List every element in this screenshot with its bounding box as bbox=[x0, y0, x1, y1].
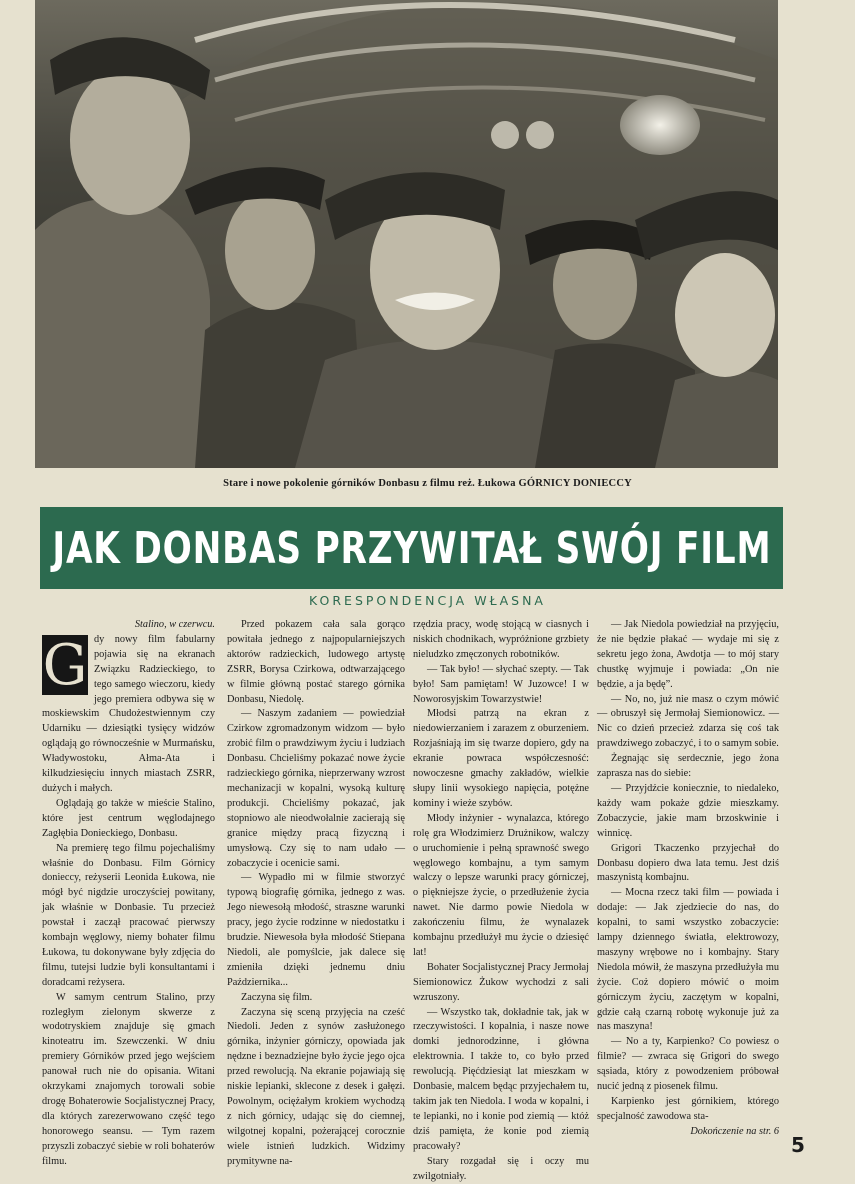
miners-photo-illustration bbox=[35, 0, 778, 468]
headline: JAK DONBAS PRZYWITAŁ SWÓJ FILM bbox=[52, 522, 771, 574]
film-still-photo bbox=[35, 0, 778, 468]
paragraph: dy nowy film fabularny pojawia się na ekranach Związku Radzieckiego, to tego samego wieczoru, kiedy jego premiera odbywa się w moskiewskim Chudożestwiennym czy Udarniku — dziesiątki tysięcy widzów oglądają go równocześnie w Murmańsku, Władywostoku, Ałma-Ata i kilkudziesięciu innych miastach ZSRR, dużych i małych. bbox=[42, 633, 215, 794]
paragraph: Zaczyna się film. bbox=[241, 991, 313, 1003]
paragraph: — Mocna rzecz taki film — powiada i dodaje: — Jak zjedziecie do nas, do kopalni, to sami wszystko zobaczycie: lampy dziennego światła, elektrowozy, maszyny wrębowe no i kombajny. Stary Niedola mówił, że maszyna przedłużyła mu życie. Coż dopiero mówić o moim górniczym życiu, zaczętym w kopalni, gdzie całą czarną robotę wykonuje już za nas maszyna! bbox=[597, 887, 779, 1033]
paragraph: Zaczyna się sceną przyjęcia na cześć Niedoli. Jeden z synów zasłużonego górnika, inżynier górniczy, opowiada jak nędzne i beznadziejne było życie jego ojca przed rewolucją. Na ekranie pojawiają się niskie lepianki, sklecone z desek i gałęzi. Powolnym, ociężałym krokiem wychodzą z nich górnicy, udając się do ciemnej, wilgotnej kopalni, pożerającej corocznie wiele istnień ludzkich. Widzimy prymitywne na- bbox=[227, 1006, 405, 1167]
paragraph: — Wszystko tak, dokładnie tak, jak w rzeczywistości. I kopalnia, i nasze nowe domki jednorodzinne, i główna elektrownia. I także to, co było przed rewolucją. Pięćdziesiąt lat mieszkam w Donbasie, malcem będąc przyjechałem tu, takim jak ten Niedola. I woda w kopalni, i te lepianki, no i konie pod ziemią — któż dziś pamięta, że konie pod ziemią pracowały? bbox=[413, 1006, 589, 1152]
article-column-3 bbox=[413, 618, 589, 1184]
photo-caption: Stare i nowe pokolenie górników Donbasu z filmu reż. Łukowa GÓRNICY DONIECCY bbox=[223, 478, 632, 489]
article-column-1 bbox=[42, 618, 215, 1170]
paragraph: — No, no, już nie masz o czym mówić — obruszył się Jermołaj Siemionowicz. — Nic co dzień przecież zdarza się coś tak prawdziwego zobaczyć, i to o samym sobie. bbox=[597, 693, 779, 750]
article-column-4 bbox=[597, 618, 779, 1140]
paragraph: — Jak Niedola powiedział na przyjęciu, że nie będzie płakać — wydaje mi się z sekretu jego żona, Awdotja — to mój stary chustkę wyjmuje i powiada: „On nie będzie, a ja będę”. bbox=[597, 619, 779, 690]
paragraph: — Tak było! — słychać szepty. — Tak było! Sam pamiętam! W Juzowce! I w Noworosyjskim Towarzystwie! bbox=[413, 663, 589, 705]
paragraph: Stary rozgadał się i oczy mu zwilgotniały. bbox=[413, 1155, 589, 1182]
paragraph: rzędzia pracy, wodę stojącą w ciasnych i niskich chodnikach, wypróżnione grzbiety nieludzko zmęczonych robotników. bbox=[413, 619, 589, 660]
paragraph: Na premierę tego filmu pojechaliśmy właśnie do Donbasu. Film Górnicy donieccy, reżyserii Leonida Łukowa, nie mógł być nigdzie uroczyściej powitany, jak właśnie w Donbasie. Tu przecież powstał i zaczął pracować pierwszy kombajn węglowy, niemy bohater filmu Łukowa, tu dokonywane były zdjęcia do filmu, tutejsi ludzie byli konsultantami i doradcami reżysera. bbox=[42, 842, 215, 988]
paragraph: — Wypadło mi w filmie stworzyć typową biografię górnika, jednego z was. Jego niewesołą młodość, straszne warunki pracy, jego życie rodzinne w niedostatku i brudzie. Niewesoła była młodość Stiepana Niedoli, ale pomyślcie, jak dalece się zmieniła dzięki jednemu dniu Październikа... bbox=[227, 872, 405, 988]
paragraph: Młodsi patrzą na ekran z niedowierzaniem i zarazem z oburzeniem. Rozjaśniają im się twarze dopiero, gdy na ekranie powraca współczesność: nowoczesne gmachy zakładów, wielkie słupy linii wysokiego napięcia, potężne kominy i wieże szybów. bbox=[413, 708, 589, 809]
paragraph: Żegnając się serdecznie, jego żona zaprasza nas do siebie: bbox=[597, 753, 779, 780]
paragraph: — Naszym zadaniem — powiedział Czirkow zgromadzonym widzom — było zrobić film o prawdziwym życiu i ludziach Donbasu. Chcieliśmy pokazać nowe życie radzieckiego górnika, nieprzerwany wzrost mechanizacji w kopalni, wysoką kulturę produkcji. Chcieliśmy pokazać, jak stopniowo ale nieodwołalnie zacierają się granice między pracą fizyczną i umysłową. Czy się to nam udało — zobaczycie i ocenicie sami. bbox=[227, 708, 405, 869]
paragraph: Grigori Tkaczenko przyjechał do Donbasu dopiero dwa lata temu. Jest dziś maszynistą kombajnu. bbox=[597, 842, 779, 884]
paragraph: Karpienko jest górnikiem, którego specjalność zawodowa sta- bbox=[597, 1096, 779, 1122]
continued-note: Dokończenie na str. 6 bbox=[690, 1125, 779, 1137]
paragraph: W samym centrum Stalino, przy rozległym zielonym skwerze z wodotryskiem znajduje się gmach kinoteatru im. Szewczenki. W dniu premiery Górników przed jego wejściem panował ruch nie do opisania. Witani okrzykami znajomych torowali sobie drogę Bohaterowie Socjalistycznej Pracy, dla których zarezerwowano część tego honorowego seansu. — Tym razem przyszli zobaczyć siebie w roli bohaterów filmu. bbox=[42, 991, 215, 1167]
paragraph: Przed pokazem cała sala gorąco powitała jednego z najpopularniejszych aktorów radzieckich, ludowego artystę ZSRR, Borysa Czirkowa, odtwarzającego w filmie główną postać starego górnika Donbasu, Niedolę. bbox=[227, 619, 405, 705]
dateline: Stalino, w czerwcu. bbox=[134, 619, 215, 630]
paragraph: — Przyjdźcie koniecznie, to niedaleko, każdy wam pokaże gdzie mieszkamy. Zobaczycie, jakie mam brzoskwinie i winnicę. bbox=[597, 782, 779, 839]
article-column-2 bbox=[227, 618, 405, 1170]
headline-banner bbox=[40, 507, 783, 589]
paragraph: Bohater Socjalistycznej Pracy Jermołaj Siemionowicz Żukow wychodzi z sali wzruszony. bbox=[413, 961, 589, 1003]
paragraph: — No a ty, Karpienko? Co powiesz o filmie? — zwraca się Grigori do swego sąsiada, który z powodzeniem próbował nucić jedną z piosenek filmu. bbox=[597, 1036, 779, 1093]
subheadline: KORESPONDENCJA WŁASNA bbox=[309, 593, 546, 608]
paragraph: Młody inżynier - wynalazca, którego rolę gra Włodzimierz Drużnikow, walczy o uruchomienie i pełną sprawność swego węglowego kombajnu, a tym samym walczy o lepsze warunki pracy górniczej, o piękniejsze życie, o przedłużenie życia nawet. Nie darmo powie Niedola w zakończeniu filmu, że wynalazek kombajnu przedłużył mu życie o dziesięć lat! bbox=[413, 812, 589, 958]
drop-cap: G bbox=[42, 632, 88, 698]
page-number: 5 bbox=[791, 1133, 805, 1157]
paragraph: Oglądają go także w mieście Stalino, które jest centrum węglodajnego Zagłębia Donieckiego, Donbasu. bbox=[42, 797, 215, 839]
